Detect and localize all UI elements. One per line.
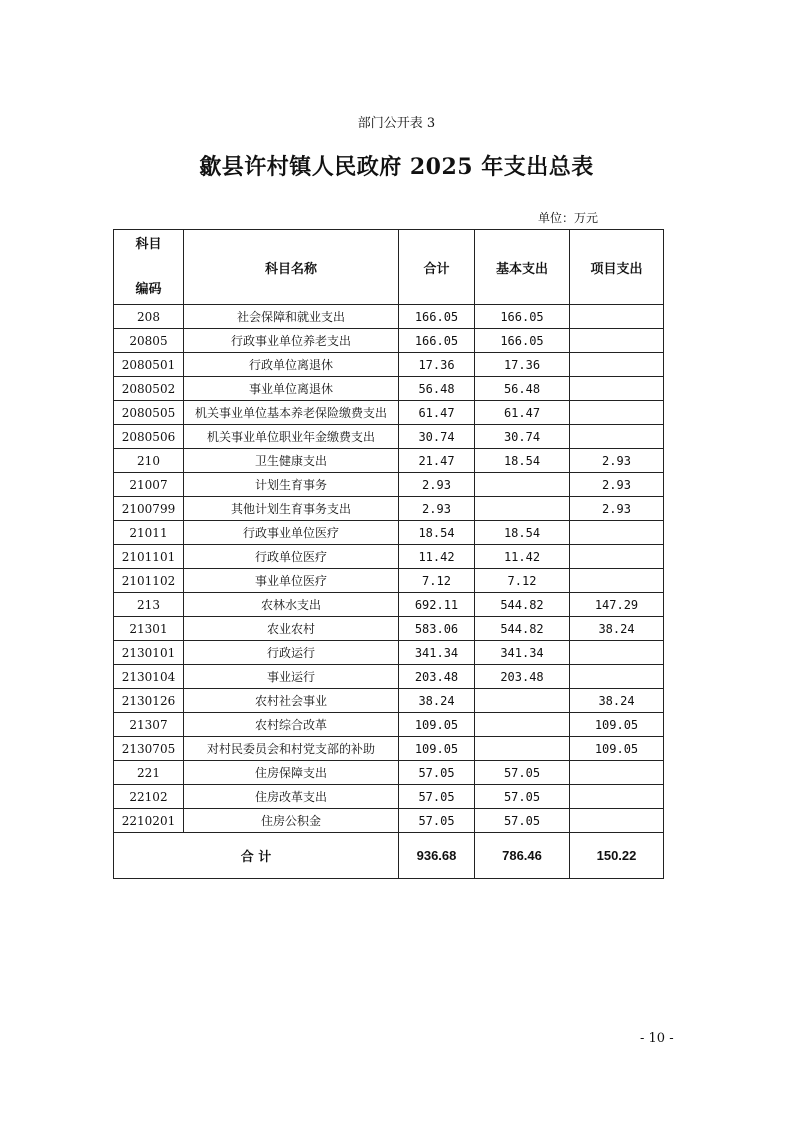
row-basic: 11.42 bbox=[475, 545, 570, 569]
row-code: 21007 bbox=[114, 473, 184, 497]
row-total: 583.06 bbox=[399, 617, 475, 641]
table-row bbox=[114, 497, 664, 521]
row-name: 事业单位离退休 bbox=[184, 377, 399, 401]
row-basic: 57.05 bbox=[475, 809, 570, 833]
row-project bbox=[570, 809, 664, 833]
row-project: 109.05 bbox=[570, 737, 664, 761]
row-code: 2100799 bbox=[114, 497, 184, 521]
page-number: - 10 - bbox=[640, 1031, 674, 1046]
row-name: 机关事业单位基本养老保险缴费支出 bbox=[184, 401, 399, 425]
total-row bbox=[114, 833, 664, 879]
row-name: 住房公积金 bbox=[184, 809, 399, 833]
table-row bbox=[114, 761, 664, 785]
total-basic: 786.46 bbox=[475, 833, 570, 879]
row-project: 2.93 bbox=[570, 473, 664, 497]
row-total: 17.36 bbox=[399, 353, 475, 377]
table-row bbox=[114, 305, 664, 329]
row-project: 38.24 bbox=[570, 689, 664, 713]
row-total: 57.05 bbox=[399, 761, 475, 785]
row-total: 11.42 bbox=[399, 545, 475, 569]
table-row bbox=[114, 617, 664, 641]
table-row bbox=[114, 521, 664, 545]
row-total: 109.05 bbox=[399, 737, 475, 761]
unit-label: 单位：万元 bbox=[538, 211, 599, 225]
row-code: 2080505 bbox=[114, 401, 184, 425]
row-basic bbox=[475, 737, 570, 761]
row-project bbox=[570, 401, 664, 425]
row-name: 农林水支出 bbox=[184, 593, 399, 617]
row-basic: 341.34 bbox=[475, 641, 570, 665]
row-project bbox=[570, 569, 664, 593]
row-code: 21301 bbox=[114, 617, 184, 641]
row-basic: 18.54 bbox=[475, 521, 570, 545]
row-project bbox=[570, 521, 664, 545]
row-total: 57.05 bbox=[399, 809, 475, 833]
row-project bbox=[570, 425, 664, 449]
row-basic bbox=[475, 689, 570, 713]
row-project: 2.93 bbox=[570, 497, 664, 521]
row-total: 21.47 bbox=[399, 449, 475, 473]
row-name: 住房保障支出 bbox=[184, 761, 399, 785]
row-total: 2.93 bbox=[399, 473, 475, 497]
row-project: 109.05 bbox=[570, 713, 664, 737]
table-row bbox=[114, 665, 664, 689]
table-row bbox=[114, 689, 664, 713]
row-project: 38.24 bbox=[570, 617, 664, 641]
row-total: 692.11 bbox=[399, 593, 475, 617]
row-basic bbox=[475, 497, 570, 521]
table-header-row bbox=[114, 230, 664, 305]
row-total: 166.05 bbox=[399, 329, 475, 353]
row-project bbox=[570, 761, 664, 785]
table-row bbox=[114, 713, 664, 737]
row-code: 21307 bbox=[114, 713, 184, 737]
expenditure-table bbox=[113, 229, 664, 879]
row-name: 事业单位医疗 bbox=[184, 569, 399, 593]
row-basic: 17.36 bbox=[475, 353, 570, 377]
row-name: 机关事业单位职业年金缴费支出 bbox=[184, 425, 399, 449]
row-basic: 61.47 bbox=[475, 401, 570, 425]
row-code: 21011 bbox=[114, 521, 184, 545]
header-project: 项目支出 bbox=[570, 230, 664, 305]
row-basic: 56.48 bbox=[475, 377, 570, 401]
row-code: 22102 bbox=[114, 785, 184, 809]
row-project bbox=[570, 329, 664, 353]
row-name: 行政单位医疗 bbox=[184, 545, 399, 569]
row-project: 147.29 bbox=[570, 593, 664, 617]
row-name: 事业运行 bbox=[184, 665, 399, 689]
total-label: 合 计 bbox=[114, 833, 399, 879]
table-row bbox=[114, 569, 664, 593]
row-basic bbox=[475, 473, 570, 497]
table-row bbox=[114, 449, 664, 473]
row-project bbox=[570, 641, 664, 665]
row-code: 2080502 bbox=[114, 377, 184, 401]
row-total: 18.54 bbox=[399, 521, 475, 545]
row-name: 农村综合改革 bbox=[184, 713, 399, 737]
row-total: 61.47 bbox=[399, 401, 475, 425]
row-name: 行政事业单位养老支出 bbox=[184, 329, 399, 353]
row-project bbox=[570, 377, 664, 401]
row-total: 109.05 bbox=[399, 713, 475, 737]
row-name: 卫生健康支出 bbox=[184, 449, 399, 473]
table-row bbox=[114, 425, 664, 449]
row-basic: 203.48 bbox=[475, 665, 570, 689]
row-code: 2210201 bbox=[114, 809, 184, 833]
row-basic: 544.82 bbox=[475, 617, 570, 641]
table-row bbox=[114, 641, 664, 665]
row-name: 行政运行 bbox=[184, 641, 399, 665]
table-body bbox=[114, 305, 664, 833]
table-row bbox=[114, 329, 664, 353]
row-total: 2.93 bbox=[399, 497, 475, 521]
row-basic: 57.05 bbox=[475, 785, 570, 809]
row-name: 对村民委员会和村党支部的补助 bbox=[184, 737, 399, 761]
row-basic: 57.05 bbox=[475, 761, 570, 785]
row-code: 221 bbox=[114, 761, 184, 785]
row-name: 行政单位离退休 bbox=[184, 353, 399, 377]
table-number-label: 部门公开表 3 bbox=[357, 116, 436, 131]
row-project bbox=[570, 785, 664, 809]
row-name: 农村社会事业 bbox=[184, 689, 399, 713]
row-code: 210 bbox=[114, 449, 184, 473]
row-code: 208 bbox=[114, 305, 184, 329]
row-code: 213 bbox=[114, 593, 184, 617]
row-code: 2080506 bbox=[114, 425, 184, 449]
header-code bbox=[114, 230, 184, 305]
row-basic: 544.82 bbox=[475, 593, 570, 617]
row-name: 行政事业单位医疗 bbox=[184, 521, 399, 545]
row-name: 农业农村 bbox=[184, 617, 399, 641]
table-row bbox=[114, 545, 664, 569]
header-code-line1: 科目 bbox=[135, 237, 162, 252]
row-code: 2101102 bbox=[114, 569, 184, 593]
row-project: 2.93 bbox=[570, 449, 664, 473]
row-basic: 18.54 bbox=[475, 449, 570, 473]
table-row bbox=[114, 785, 664, 809]
row-name: 计划生育事务 bbox=[184, 473, 399, 497]
row-name: 住房改革支出 bbox=[184, 785, 399, 809]
table-row bbox=[114, 353, 664, 377]
row-code: 2130705 bbox=[114, 737, 184, 761]
table-row bbox=[114, 473, 664, 497]
table-row bbox=[114, 593, 664, 617]
row-total: 203.48 bbox=[399, 665, 475, 689]
row-code: 2130101 bbox=[114, 641, 184, 665]
row-basic: 166.05 bbox=[475, 329, 570, 353]
row-total: 38.24 bbox=[399, 689, 475, 713]
table-row bbox=[114, 401, 664, 425]
table-row bbox=[114, 809, 664, 833]
row-code: 2130126 bbox=[114, 689, 184, 713]
page-title: 歙县许村镇人民政府 2025 年支出总表 bbox=[199, 154, 594, 180]
row-project bbox=[570, 665, 664, 689]
header-code-line2: 编码 bbox=[135, 282, 162, 297]
row-total: 30.74 bbox=[399, 425, 475, 449]
row-project bbox=[570, 353, 664, 377]
row-basic: 7.12 bbox=[475, 569, 570, 593]
row-project bbox=[570, 305, 664, 329]
header-basic: 基本支出 bbox=[475, 230, 570, 305]
total-sum: 936.68 bbox=[399, 833, 475, 879]
row-basic bbox=[475, 713, 570, 737]
row-total: 57.05 bbox=[399, 785, 475, 809]
header-total: 合计 bbox=[399, 230, 475, 305]
table-row bbox=[114, 737, 664, 761]
row-code: 2080501 bbox=[114, 353, 184, 377]
table-row bbox=[114, 377, 664, 401]
row-project bbox=[570, 545, 664, 569]
row-code: 20805 bbox=[114, 329, 184, 353]
row-total: 7.12 bbox=[399, 569, 475, 593]
row-name: 其他计划生育事务支出 bbox=[184, 497, 399, 521]
row-basic: 30.74 bbox=[475, 425, 570, 449]
row-code: 2130104 bbox=[114, 665, 184, 689]
total-project: 150.22 bbox=[570, 833, 664, 879]
header-name: 科目名称 bbox=[184, 230, 399, 305]
row-code: 2101101 bbox=[114, 545, 184, 569]
row-total: 341.34 bbox=[399, 641, 475, 665]
row-name: 社会保障和就业支出 bbox=[184, 305, 399, 329]
row-basic: 166.05 bbox=[475, 305, 570, 329]
row-total: 166.05 bbox=[399, 305, 475, 329]
row-total: 56.48 bbox=[399, 377, 475, 401]
